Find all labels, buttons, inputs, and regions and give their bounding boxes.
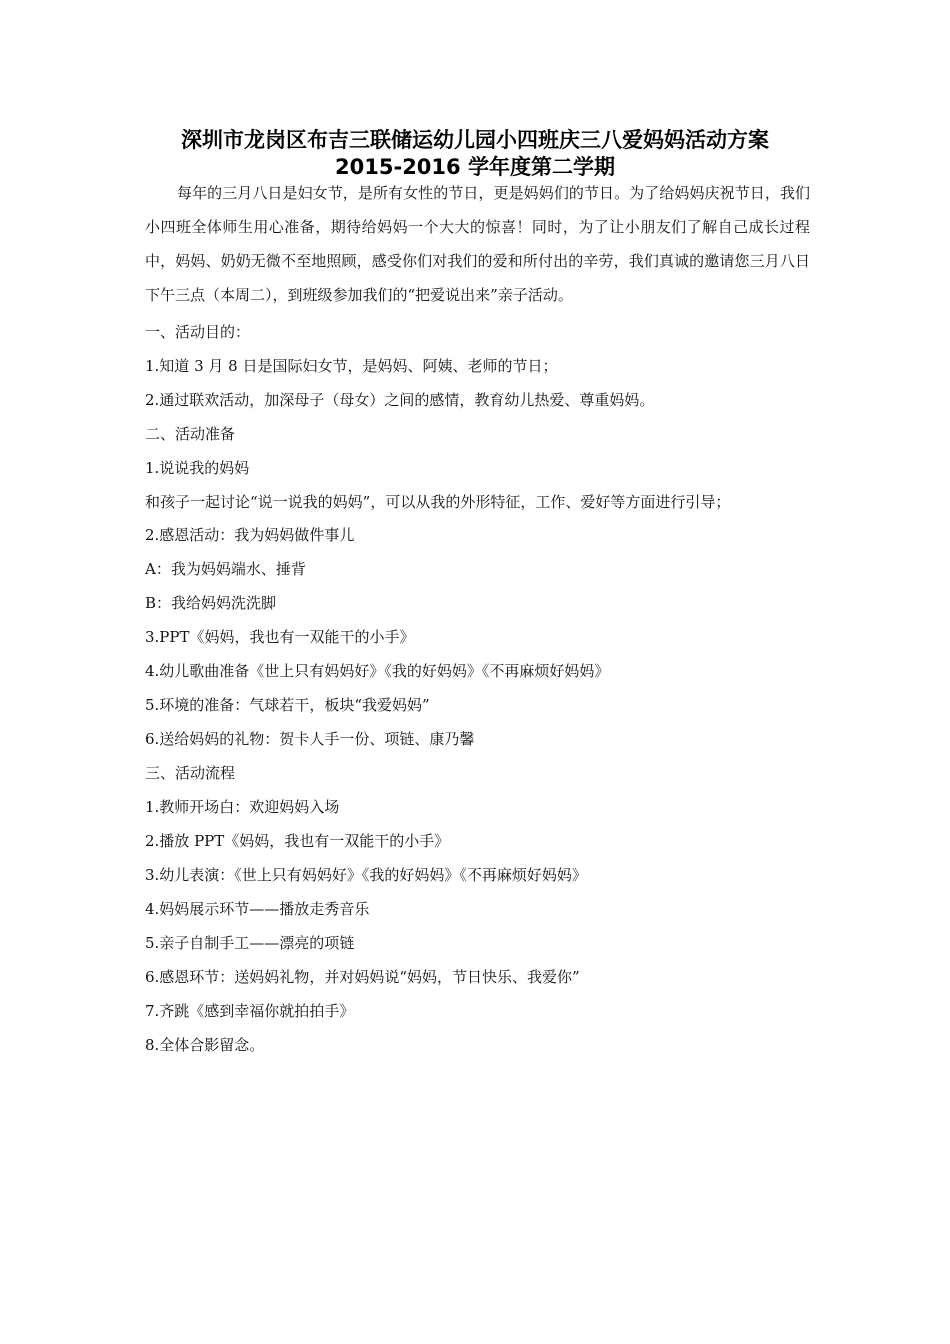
process-item: 4.妈妈展示环节——播放走秀音乐: [145, 900, 370, 918]
preparation-item: 4.幼儿歌曲准备《世上只有妈妈好》《我的好妈妈》《不再麻烦好妈妈》: [145, 662, 610, 680]
document-subtitle: 2015-2016 学年度第二学期: [335, 155, 615, 179]
section-heading-preparation: 二、活动准备: [145, 425, 236, 443]
preparation-item: 2.感恩活动：我为妈妈做件事儿: [145, 526, 355, 544]
process-item: 3.幼儿表演：《世上只有妈妈好》《我的好妈妈》《不再麻烦好妈妈》: [145, 866, 587, 884]
intro-paragraph: 每年的三月八日是妇女节，是所有女性的节日，更是妈妈们的节日。为了给妈妈庆祝节日，我们小四班全体师生用心准备，期待给妈妈一个大大的惊喜！同时，为了让小朋友们了解自己成长过程中，妈妈、奶奶无微不至地照顾，感受你们对我们的爱和所付出的辛劳，我们真诚的邀请您三月八日下午三点（本周二），到班级参加我们的“把爱说出来”亲子活动。: [145, 184, 810, 304]
section-heading-goals: 一、活动目的：: [145, 323, 251, 341]
document-title: 深圳市龙岗区布吉三联储运幼儿园小四班庆三八爱妈妈活动方案: [181, 128, 769, 152]
preparation-item: 6.送给妈妈的礼物：贺卡人手一份、项链、康乃馨: [145, 730, 475, 748]
process-item: 5.亲子自制手工——漂亮的项链: [145, 934, 355, 952]
preparation-item: 3.PPT《妈妈，我也有一双能干的小手》: [145, 628, 415, 646]
preparation-item: B：我给妈妈洗洗脚: [145, 594, 277, 612]
process-item: 8.全体合影留念。: [145, 1036, 265, 1054]
process-item: 6.感恩环节：送妈妈礼物，并对妈妈说“妈妈，节日快乐、我爱你”: [145, 968, 580, 986]
preparation-item: 1.说说我的妈妈: [145, 459, 250, 477]
process-item: 1.教师开场白：欢迎妈妈入场: [145, 798, 340, 816]
preparation-item: 和孩子一起讨论“说一说我的妈妈”，可以从我的外形特征，工作、爱好等方面进行引导；: [145, 493, 731, 511]
goal-item: 1.知道 3 月 8 日是国际妇女节，是妈妈、阿姨、老师的节日；: [145, 357, 558, 375]
process-item: 7.齐跳《感到幸福你就拍拍手》: [145, 1002, 355, 1020]
section-heading-process: 三、活动流程: [145, 764, 236, 782]
process-item: 2.播放 PPT《妈妈，我也有一双能干的小手》: [145, 832, 450, 850]
preparation-item: A：我为妈妈端水、捶背: [145, 560, 306, 578]
preparation-item: 5.环境的准备：气球若干，板块“我爱妈妈”: [145, 696, 430, 714]
goal-item: 2.通过联欢活动，加深母子（母女）之间的感情，教育幼儿热爱、尊重妈妈。: [145, 391, 655, 409]
